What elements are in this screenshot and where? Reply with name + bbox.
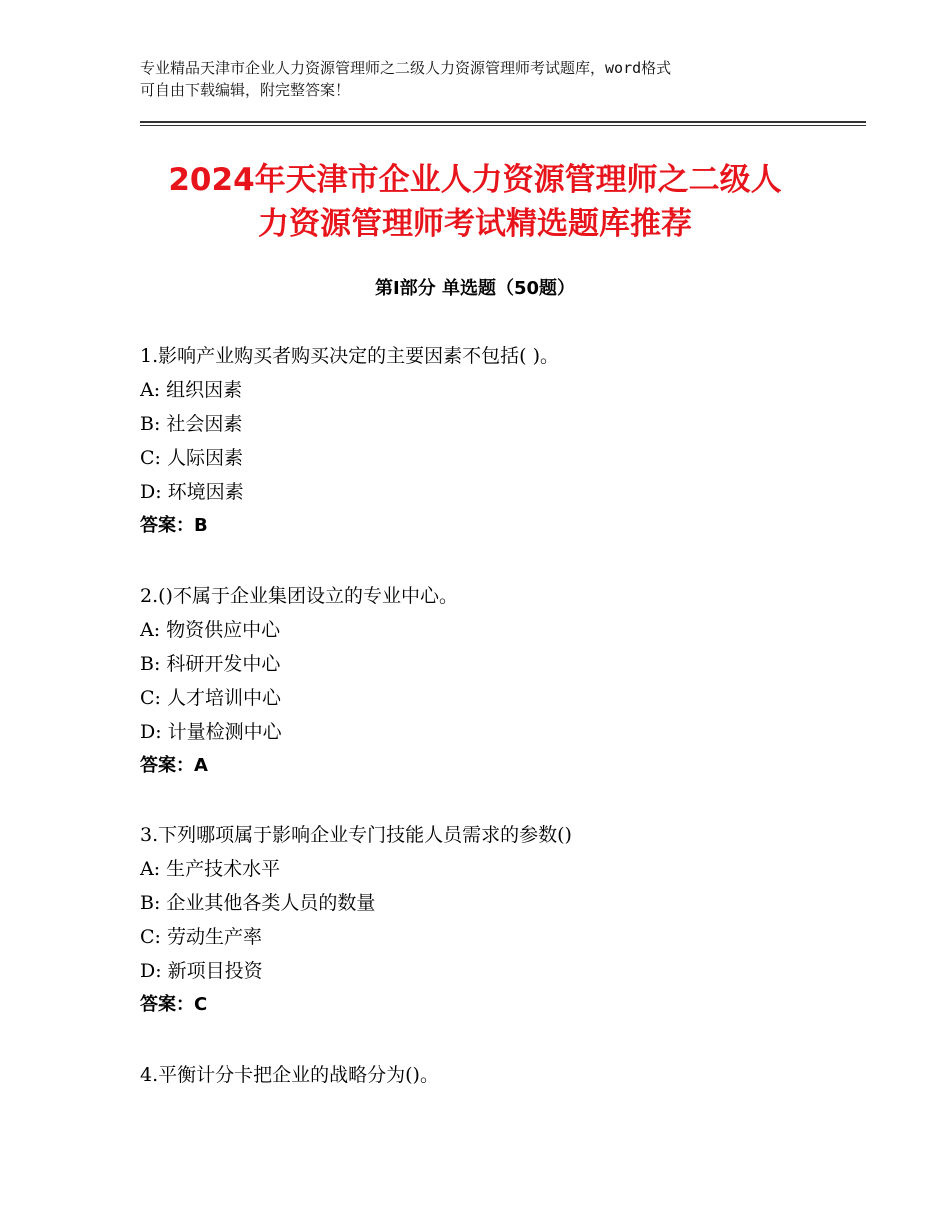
option-a: A: 生产技术水平	[140, 858, 281, 880]
option-d: D: 计量检测中心	[140, 721, 282, 743]
option-c: C: 人际因素	[140, 447, 243, 469]
document-title	[100, 158, 850, 246]
answer-line: 答案：A	[140, 755, 208, 776]
question-3	[140, 818, 860, 1022]
document-title-line: 力资源管理师考试精选题库推荐	[258, 206, 692, 242]
answer-line: 答案：B	[140, 515, 208, 536]
answer-line: 答案：C	[140, 994, 208, 1015]
option-d: D: 新项目投资	[140, 960, 263, 982]
document-title-line: 2024年天津市企业人力资源管理师之二级人	[168, 162, 782, 198]
option-b: B: 社会因素	[140, 413, 243, 435]
option-c: C: 劳动生产率	[140, 926, 262, 948]
option-a: A: 组织因素	[140, 379, 243, 401]
question-2	[140, 579, 860, 783]
option-a: A: 物资供应中心	[140, 619, 281, 641]
option-c: C: 人才培训中心	[140, 687, 281, 709]
question-4	[140, 1058, 860, 1092]
question-stem: 1.影响产业购买者购买决定的主要因素不包括( )。	[140, 345, 559, 367]
header-note-line: 可自由下载编辑，附完整答案！	[140, 81, 351, 99]
question-1	[140, 339, 860, 543]
question-stem: 3.下列哪项属于影响企业专门技能人员需求的参数()	[140, 824, 572, 846]
header-note	[140, 57, 820, 101]
header-divider-thin	[140, 125, 866, 126]
option-b: B: 科研开发中心	[140, 653, 281, 675]
question-stem: 4.平衡计分卡把企业的战略分为()。	[140, 1064, 439, 1086]
header-note-line: 专业精品天津市企业人力资源管理师之二级人力资源管理师考试题库，word格式	[140, 59, 672, 77]
option-b: B: 企业其他各类人员的数量	[140, 892, 376, 914]
question-stem: 2.()不属于企业集团设立的专业中心。	[140, 585, 458, 607]
option-d: D: 环境因素	[140, 481, 244, 503]
section-title: 第Ⅰ部分 单选题（50题）	[374, 278, 575, 299]
header-divider-thick	[140, 121, 866, 123]
